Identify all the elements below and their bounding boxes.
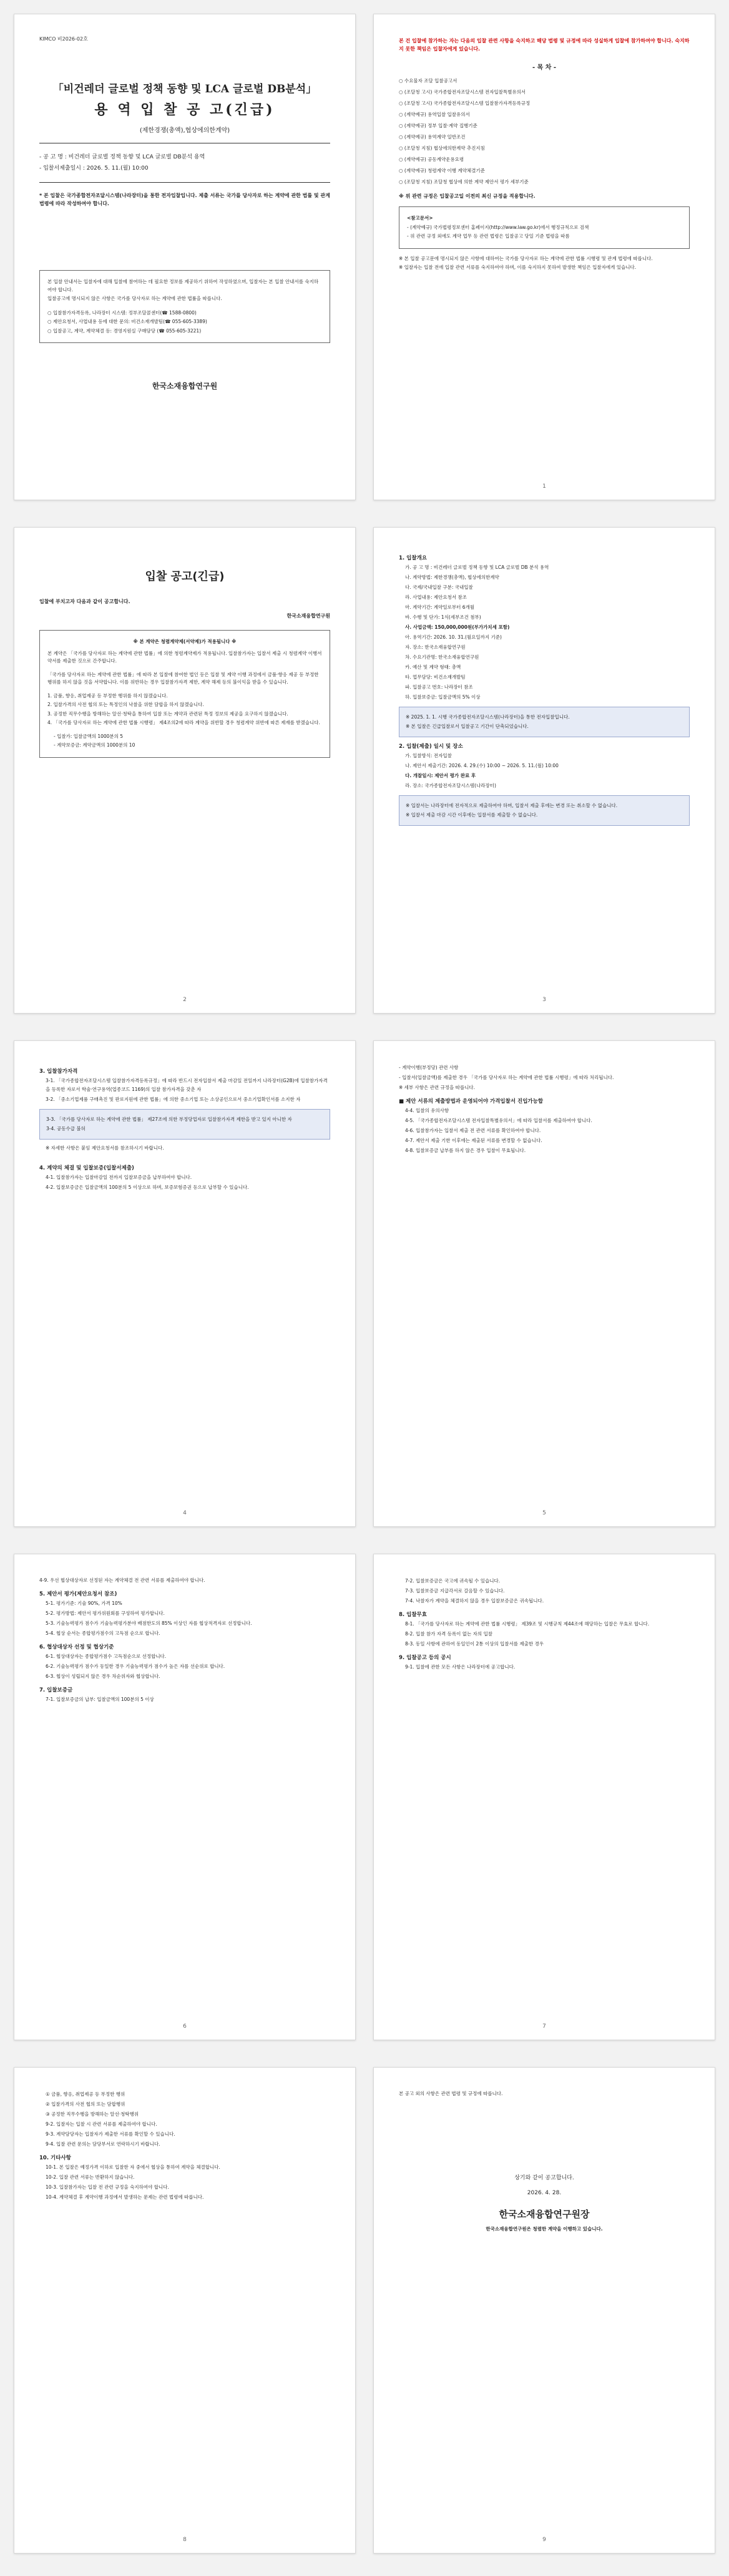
cover-box-line: 입찰공고에 명시되지 않은 사항은 국가를 당사자로 하는 계약에 관한 법률을 따릅니다. xyxy=(47,296,222,301)
rule-item: 9-4. 입찰 관련 문의는 담당부서로 연락하시기 바랍니다. xyxy=(46,2141,160,2147)
toc-item: ○ (조달청 고시) 국가종합전자조달시스템 전자입찰특별유의서 xyxy=(399,89,526,95)
integrity-para: 2. 입찰가격의 사전 협의 또는 특정인의 낙찰을 위한 담합을 하지 않겠습니다. xyxy=(47,702,204,707)
toc-item: ○ (조달청 고시) 국가종합전자조달시스템 입찰참가자격등록규정 xyxy=(399,100,531,106)
page-number: 5 xyxy=(542,1510,546,1516)
page-4 xyxy=(373,527,715,1014)
overview-item: 마. 계약기간: 계약일로부터 6개월 xyxy=(405,604,475,610)
top-notice: 본 건 입찰에 참가하는 자는 다음의 입찰 관련 사항을 숙지하고 해당 법령 및 규정에 따라 성실하게 입찰에 참가하여야 합니다. 숙지하지 못한 책임은 입찰자에게 있습니다. xyxy=(399,38,690,52)
cover-notice: * 본 입찰은 국가종합전자조달시스템(나라장터)을 통한 전자입찰입니다. 제출 서류는 국가를 당사자로 하는 계약에 관한 법률 및 관계 법령에 따라 작성하여야 합니다. xyxy=(39,193,330,206)
negotiation-item: 6-3. 협상이 성립되지 않은 경우 차순위자와 협상합니다. xyxy=(46,1673,160,1679)
rule-item: ② 입찰가격의 사전 협의 또는 담합행위 xyxy=(46,2101,125,2107)
submission-heading: ■ 제안 서류의 제출방법과 운영되어야 가격입찰서 진입가능합 xyxy=(399,1098,544,1105)
integrity-box xyxy=(39,630,330,758)
rule-item: ① 금품, 향응, 취업제공 등 부정한 행위 xyxy=(46,2091,125,2097)
section-2-heading: 2. 입찰(제출) 일시 및 장소 xyxy=(399,743,463,750)
bid-org: 한국소재융합연구원 xyxy=(286,613,330,619)
toc-item: ○ (계약예규) 정부 입찰·계약 집행기준 xyxy=(399,123,477,128)
submission-item: 4-6. 입찰참가자는 입찰서 제출 전 관련 서류를 확인하여야 합니다. xyxy=(405,1128,541,1133)
submit-item: 라. 장소: 국가종합전자조달시스템(나라장터) xyxy=(405,783,496,788)
misc-item: 10-4. 계약체결 후 계약이행 과정에서 발생하는 문제는 관련 법령에 따릅니다. xyxy=(46,2194,204,2200)
section-4-heading: 4. 계약의 체결 및 입찰보증(입찰서제출) xyxy=(39,1165,134,1171)
page-number: 6 xyxy=(183,2023,187,2030)
highlight-line: ※ 본 입찰은 긴급입찰로서 입찰공고 기간이 단축되었습니다. xyxy=(406,723,529,729)
toc-item: ○ (계약예규) 공동계약운용요령 xyxy=(399,157,464,162)
section-1-heading: 1. 입찰개요 xyxy=(399,555,427,561)
qualification-item: 3-3. 「국가를 당사자로 하는 계약에 관한 법률」 제27조에 의한 부정당업자로 입찰참가자격 제한을 받고 있지 아니한 자 xyxy=(46,1116,292,1122)
contact-2: ○ 제안요청서, 사업내용 등에 대한 문의: 비건소재개발팀(☎ 055-605-3389) xyxy=(47,319,207,324)
evaluation-item: 5-3. 기술능력평가 점수가 기술능력평가분야 배점한도의 85% 이상인 자를 협상적격자로 선정합니다. xyxy=(46,1620,252,1626)
highlight-line: ※ 입찰서는 나라장터에 전자적으로 제출하여야 하며, 입찰서 제출 후에는 변경 또는 취소할 수 없습니다. xyxy=(406,803,618,808)
contract-line: - 계약이행(부정당) 관련 사항 xyxy=(399,1065,459,1070)
info-1: - 공 고 명 : 비건레더 글로벌 정책 동향 및 LCA 글로벌 DB분석 용역 xyxy=(39,154,205,160)
integrity-foot: - 입찰가: 입찰금액의 1000분의 5 xyxy=(54,733,124,739)
submission-item: 4-4. 입찰의 유의사항 xyxy=(405,1108,449,1113)
rule-item: ③ 공정한 직무수행을 방해하는 알선·청탁행위 xyxy=(46,2111,139,2117)
toc-list xyxy=(399,76,690,187)
toc-item: ○ (계약예규) 용역계약 일반조건 xyxy=(399,134,466,140)
submit-item: 가. 입찰방식: 전자입찰 xyxy=(405,753,452,758)
overview-item: 아. 용역기간: 2026. 10. 31.(월요일까지 기준) xyxy=(405,634,502,640)
overview-item: 라. 사업내용: 제안요청서 참조 xyxy=(405,594,467,600)
page-3 xyxy=(14,527,356,1014)
overview-highlight xyxy=(399,707,690,737)
section-7-heading: 7. 입찰보증금 xyxy=(39,1687,73,1693)
negotiation-item: 6-1. 협상대상자는 종합평가점수 고득점순으로 선정합니다. xyxy=(46,1653,167,1659)
deposit-item: 7-3. 입찰보증금 지급각서로 갈음할 수 있습니다. xyxy=(405,1588,505,1594)
cover-title-2: 용 역 입 찰 공 고(긴급) xyxy=(94,102,275,118)
integrity-para: 본 계약은 「국가를 당사자로 하는 계약에 관한 법률」에 의한 청렴계약제가 적용됩니다. 입찰참가자는 입찰서 제출 시 청렴계약 이행서약서를 제출한 것으로 간주합니다. xyxy=(47,650,322,664)
integrity-title: ※ 본 계약은 청렴계약제(서약제)가 적용됩니다 ※ xyxy=(133,639,237,644)
contract-line: - 입찰서(입찰금액)를 제출한 경우 「국가를 당사자로 하는 계약에 관한 법률 시행령」에 따라 처리됩니다. xyxy=(399,1075,614,1080)
contact-3: ○ 입찰공고, 계약, 계약체결 등: 경영지원실 구매담당 (☎ 055-605-3221) xyxy=(47,327,202,334)
footer-note: ※ 입찰자는 입찰 전에 입찰 관련 서류를 숙지하여야 하며, 이를 숙지하지 못하여 발생한 책임은 입찰자에게 있습니다. xyxy=(399,264,637,270)
info-2: - 입찰서제출일시 : 2026. 5. 11.(월) 10:00 xyxy=(39,165,149,172)
overview-item: 사. 사업금액: 150,000,000원(부가가치세 포함) xyxy=(405,624,510,630)
qualification-item: 3-2. 「중소기업제품 구매촉진 및 판로지원에 관한 법률」에 의한 중소기업 또는 소상공인으로서 중소기업확인서를 소지한 자 xyxy=(46,1097,301,1102)
notice-item: 9-1. 입찰에 관한 모든 사항은 나라장터에 공고합니다. xyxy=(405,1664,516,1670)
invalid-item: 8-1. 「국가를 당사자로 하는 계약에 관한 법률 시행령」 제39조 및 시행규칙 제44조에 해당하는 입찰은 무효로 합니다. xyxy=(405,1621,650,1627)
invalid-item: 8-3. 동일 사항에 관하여 동일인이 2통 이상의 입찰서를 제출한 경우 xyxy=(405,1641,544,1647)
closing-org: 한국소재융합연구원장 xyxy=(499,2208,590,2220)
bid-intro: 입찰에 부치고자 다음과 같이 공고합니다. xyxy=(39,599,130,604)
toc-note: ※ 위 관련 규정은 입찰공고일 이전의 최신 규정을 적용합니다. xyxy=(399,193,536,199)
ref-line: - (계약예규) 국가법령정보센터 홈페이지(http://www.law.go.kr)에서 행정규칙으로 검색 xyxy=(407,224,589,230)
cover-title-1: 「비건레더 글로벌 정책 동향 및 LCA 글로벌 DB분석」 xyxy=(52,83,317,95)
page7-top: 4-9. 우선 협상대상자로 선정된 자는 계약체결 전 관련 서류를 제출하여야 합니다. xyxy=(39,1577,205,1583)
submit-highlight xyxy=(399,795,690,826)
rule-item: 9-3. 계약담당자는 입찰자가 제출한 서류를 확인할 수 있습니다. xyxy=(46,2131,175,2137)
overview-item: 차. 수요기관명: 한국소재융합연구원 xyxy=(405,654,479,660)
contract-item: 4-1. 입찰참가자는 입찰마감일 전까지 입찰보증금을 납부하여야 합니다. xyxy=(46,1174,192,1180)
contract-line: ※ 세부 사항은 관련 규정을 따릅니다. xyxy=(399,1085,476,1090)
deposit-item: 7-1. 입찰보증금의 납부: 입찰금액의 100분의 5 이상 xyxy=(46,1696,154,1702)
page-number: 8 xyxy=(183,2537,187,2543)
qualification-item: 3-4. 공동수급 불허 xyxy=(46,1125,86,1131)
page-7 xyxy=(14,1554,356,2040)
ref-title: <참고문서> xyxy=(407,215,433,221)
evaluation-item: 5-1. 평가기준: 기술 90%, 가격 10% xyxy=(46,1600,122,1606)
highlight-line: ※ 입찰서 제출 마감 시간 이후에는 입찰서를 제출할 수 없습니다. xyxy=(406,811,538,818)
closing-text: 본 공고 외의 사항은 관련 법령 및 규정에 따릅니다. xyxy=(399,2091,503,2096)
integrity-foot: - 계약보증금: 계약금액의 1000분의 10 xyxy=(54,742,135,748)
evaluation-item: 5-2. 평가방법: 제안서 평가위원회를 구성하여 평가합니다. xyxy=(46,1610,165,1616)
cover-org: 한국소재융합연구원 xyxy=(152,382,218,390)
contract-item: 4-2. 입찰보증금은 입찰금액의 100분의 5 이상으로 하며, 보증보험증권 등으로 납부할 수 있습니다. xyxy=(46,1184,249,1190)
misc-item: 10-3. 입찰참가자는 입찰 전 관련 규정을 숙지하여야 합니다. xyxy=(46,2184,169,2190)
section-10-heading: 10. 기타사항 xyxy=(39,2155,71,2161)
deposit-item: 7-4. 낙찰자가 계약을 체결하지 않을 경우 입찰보증금은 귀속됩니다. xyxy=(405,1598,544,1604)
footer-note: ※ 본 입찰 공고문에 명시되지 않은 사항에 대하여는 국가를 당사자로 하는 계약에 관한 법률 시행령 및 관계 법령에 따릅니다. xyxy=(399,255,653,261)
reference-box xyxy=(399,206,690,249)
section-3-heading: 3. 입찰참가자격 xyxy=(39,1068,78,1075)
overview-item: 자. 장소: 한국소재융합연구원 xyxy=(405,644,466,650)
toc-item: ○ (계약예규) 용역입찰 입찰유의서 xyxy=(399,112,470,117)
overview-item: 카. 예산 및 계약 형태: 총액 xyxy=(405,664,461,670)
section-9-heading: 9. 입찰공고 등의 공시 xyxy=(399,1655,451,1661)
highlight-line: ※ 2025. 1. 1. 시행 국가종합전자조달시스템(나라장터)을 통한 전자입찰입니다. xyxy=(406,714,570,720)
qualification-item: ※ 자세한 사항은 붙임 제안요청서를 참조하시기 바랍니다. xyxy=(46,1145,164,1151)
overview-item: 하. 입찰보증금: 입찰금액의 5% 이상 xyxy=(405,694,481,700)
submission-item: 4-5. 「국가종합전자조달시스템 전자입찰특별유의서」에 따라 입찰서를 제출하여야 합니다. xyxy=(405,1118,592,1123)
page-number: 4 xyxy=(183,1510,187,1516)
misc-item: 10-2. 입찰 관련 서류는 반환하지 않습니다. xyxy=(46,2174,135,2180)
submit-item: 나. 제안서 제출기간: 2026. 4. 29.(수) 10:00 ~ 2026. 5. 11.(월) 10:00 xyxy=(405,763,559,768)
rule-item: 9-2. 입찰자는 입찰 시 관련 서류를 제출하여야 합니다. xyxy=(46,2121,157,2127)
doc-number: KIMCO 비2026-02호 xyxy=(39,36,88,42)
closing-text-2: 상기와 같이 공고합니다. xyxy=(514,2174,574,2181)
page-10 xyxy=(373,2067,715,2554)
page-1 xyxy=(14,14,356,500)
toc-item: ○ (계약예규) 청렴계약 이행 계약체결기준 xyxy=(399,168,485,173)
overview-item: 타. 업무담당: 비건소재개발팀 xyxy=(405,674,466,680)
evaluation-item: 5-4. 협상 순서는 종합평가점수의 고득점 순으로 합니다. xyxy=(46,1630,160,1636)
toc-title: - 목 차 - xyxy=(532,64,557,71)
cover-title-3: (제한경쟁(총액),협상에의한계약) xyxy=(139,127,230,134)
overview-item: 바. 수행 및 단가: 1식(세부조건 첨부) xyxy=(405,614,481,620)
invalid-item: 8-2. 입찰 참가 자격 등록이 없는 자의 입찰 xyxy=(405,1631,492,1637)
qualification-highlight xyxy=(39,1109,330,1140)
qualification-item: 3-1. 「국가종합전자조달시스템 입찰참가자격등록규정」에 따라 반드시 전자입찰서 제출 마감일 전일까지 나라장터(G2B)에 입찰참가자격을 등록한 자로서 학술·연구용역(업종코드 1169)의 입찰 참가자격을 갖춘 자 xyxy=(46,1078,328,1092)
page-2 xyxy=(373,14,715,500)
cover-box-line: 본 입찰 안내서는 입찰자에 대해 입찰에 참여하는 데 필요한 정보를 제공하기 위하여 작성하였으며, 입찰자는 본 입찰 안내서를 숙지하여야 합니다. xyxy=(47,279,319,293)
ref-line: - 위 관련 규정 외에도 계약 업무 등 관련 법령은 입찰공고 당일 기준 법령을 따름 xyxy=(407,233,570,239)
page-9 xyxy=(14,2067,356,2554)
submit-item: 다. 개찰일시: 제안서 평가 완료 후 xyxy=(405,773,476,778)
closing-sub: 한국소재융합연구원은 청렴한 계약을 이행하고 있습니다. xyxy=(486,2225,603,2232)
toc-item: ○ 수요물자 조달 입찰공고서 xyxy=(399,78,457,84)
page-number: 9 xyxy=(542,2537,546,2543)
integrity-para: 「국가를 당사자로 하는 계약에 관한 법률」에 따라 본 입찰에 참여한 법인 등은 입찰 및 계약 이행 과정에서 금품·향응 제공 등 부정한 행위를 하지 않을 것을 서약합니다. 이를 위반하는 경우 입찰참가자격 제한, 계약 해제 등의 불이익을 받을 수 있습니다. xyxy=(47,671,319,685)
closing-date: 2026. 4. 28. xyxy=(527,2189,562,2196)
submission-item: 4-7. 제안서 제출 기한 이후에는 제출된 서류를 변경할 수 없습니다. xyxy=(405,1138,542,1143)
page-number: 7 xyxy=(542,2023,546,2030)
overview-item: 나. 계약방법: 제한경쟁(총액), 협상에의한계약 xyxy=(405,574,499,580)
overview-item: 파. 입찰공고 번호: 나라장터 참조 xyxy=(405,684,473,690)
page-8 xyxy=(373,1554,715,2040)
page-5 xyxy=(14,1040,356,1527)
integrity-para: 3. 공정한 직무수행을 방해하는 알선·청탁을 통하여 입찰 또는 계약과 관련된 특정 정보의 제공을 요구하지 않겠습니다. xyxy=(47,710,288,717)
section-6-heading: 6. 협상대상자 선정 및 협상기준 xyxy=(39,1644,114,1650)
section-5-heading: 5. 제안서 평가(제안요청서 참조) xyxy=(39,1591,117,1597)
integrity-para: 4. 「국가를 당사자로 하는 계약에 관한 법률 시행령」 제4조의2에 따라 계약을 위반할 경우 청렴계약 위반에 따른 제재를 받겠습니다. xyxy=(47,720,320,725)
page-6 xyxy=(373,1040,715,1527)
cover-box xyxy=(39,270,330,343)
misc-item: 10-1. 본 입찰은 예정가격 이하로 입찰한 자 중에서 협상을 통하여 계약을 체결합니다. xyxy=(46,2164,220,2170)
overview-item: 다. 국제/국내입찰 구분: 국내입찰 xyxy=(405,584,473,590)
page-number: 1 xyxy=(542,483,546,490)
submission-item: 4-8. 입찰보증금 납부를 하지 않은 경우 입찰이 무효됩니다. xyxy=(405,1148,526,1153)
toc-item: ○ (조달청 지침) 협상에의한계약 추진지침 xyxy=(399,145,485,151)
integrity-para: 1. 금품, 향응, 취업제공 등 부정한 행위를 하지 않겠습니다. xyxy=(47,692,168,699)
negotiation-item: 6-2. 기술능력평가 점수가 동일한 경우 기술능력평가 점수가 높은 자를 선순위로 합니다. xyxy=(46,1663,225,1669)
toc-item: ○ (조달청 지침) 조달청 협상에 의한 계약 제안서 평가 세부기준 xyxy=(399,179,529,185)
bid-title: 입찰 공고(긴급) xyxy=(145,570,225,583)
page-number: 2 xyxy=(183,997,187,1003)
page-number: 3 xyxy=(542,997,546,1003)
contact-1: ○ 입찰참가자격등록, 나라장터 시스템: 정부조달콜센터(☎ 1588-0800) xyxy=(47,309,197,316)
deposit-item: 7-2. 입찰보증금은 국고에 귀속될 수 있습니다. xyxy=(405,1578,501,1584)
section-8-heading: 8. 입찰무효 xyxy=(399,1612,427,1618)
overview-item: 가. 공 고 명 : 비건레더 글로벌 정책 동향 및 LCA 글로벌 DB 분석 용역 xyxy=(405,564,549,570)
